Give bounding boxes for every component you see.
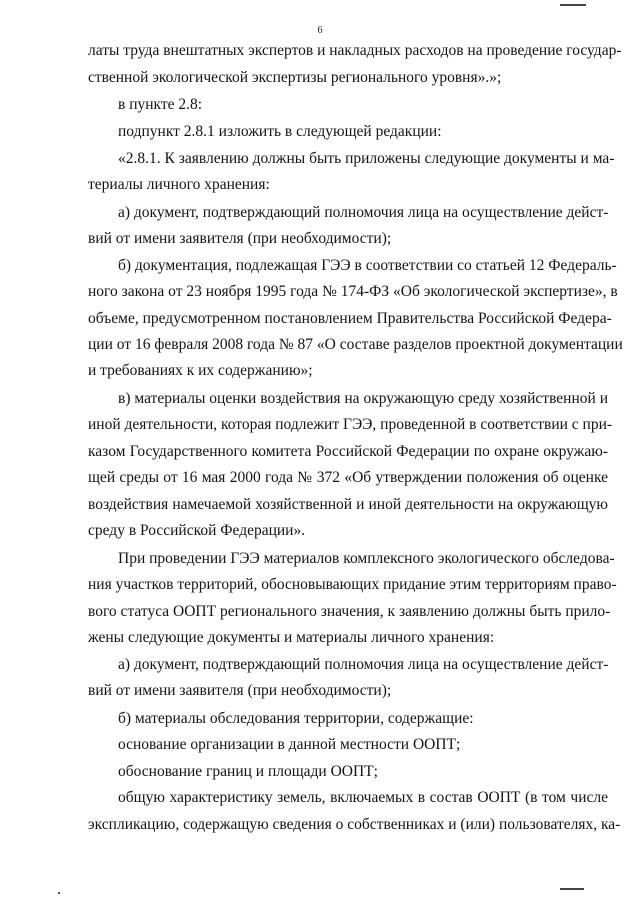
page-number: 6 — [317, 25, 323, 36]
text-line: ственной экологической экспертизы регионального уровня».»; — [88, 69, 502, 86]
text-line: экспликацию, содержащую сведения о собственниках и (или) пользователях, ка- — [88, 816, 621, 833]
text-line: жены следующие документы и материалы личного хранения: — [88, 629, 495, 646]
text-line: а) документ, подтверждающий полномочия лица на осуществление дейст- — [118, 656, 609, 673]
text-line: обоснование границ и площади ООПТ; — [118, 763, 378, 780]
text-line: в) материалы оценки воздействия на окружающую среду хозяйственной и — [118, 390, 608, 407]
scan-artifact — [58, 892, 60, 894]
text-line: При проведении ГЭЭ материалов комплексного экологического обследова- — [118, 550, 615, 567]
text-line: а) документ, подтверждающий полномочия лица на осуществление дейст- — [118, 204, 609, 221]
text-line: б) документация, подлежащая ГЭЭ в соответствии со статьей 12 Федераль- — [118, 257, 617, 274]
text-line: общую характеристику земель, включаемых в состав ООПТ (в том числе — [118, 789, 608, 806]
text-line: б) материалы обследования территории, содержащие: — [118, 710, 474, 727]
text-line: объеме, предусмотренном постановлением Правительства Российской Федера- — [88, 310, 612, 327]
text-line: териалы личного хранения: — [88, 176, 270, 193]
text-line: латы труда внештатных экспертов и накладных расходов на проведение государ- — [88, 42, 622, 59]
text-line: казом Государственного комитета Российской Федерации по охране окружаю- — [88, 443, 608, 460]
text-line: в пункте 2.8: — [118, 96, 203, 113]
text-line: основание организации в данной местности ООПТ; — [118, 736, 461, 753]
text-line: вий от имени заявителя (при необходимости); — [88, 682, 392, 699]
text-line: «2.8.1. К заявлению должны быть приложены следующие документы и ма- — [118, 150, 615, 167]
scan-artifact — [560, 4, 586, 6]
text-line: среду в Российской Федерации». — [88, 522, 306, 539]
text-line: вого статуса ООПТ регионального значения, к заявлению должны быть прило- — [88, 603, 611, 620]
scan-artifact — [560, 888, 584, 890]
text-line: ции от 16 февраля 2008 года № 87 «О составе разделов проектной документации — [88, 336, 623, 353]
text-line: и требованиях к их содержанию»; — [88, 362, 313, 379]
text-line: воздействия намечаемой хозяйственной и иной деятельности на окружающую — [88, 496, 608, 513]
text-line: ного закона от 23 ноября 1995 года № 174-ФЗ «Об экологической экспертизе», в — [88, 283, 618, 300]
text-line: иной деятельности, которая подлежит ГЭЭ, проведенной в соответствии с при- — [88, 416, 613, 433]
text-line: ния участков территорий, обосновывающих придание этим территориям право- — [88, 576, 617, 593]
text-line: вий от имени заявителя (при необходимости); — [88, 230, 392, 247]
text-line: щей среды от 16 мая 2000 года № 372 «Об утверждении положения об оценке — [88, 469, 608, 486]
text-line: подпункт 2.8.1 изложить в следующей редакции: — [118, 123, 442, 140]
